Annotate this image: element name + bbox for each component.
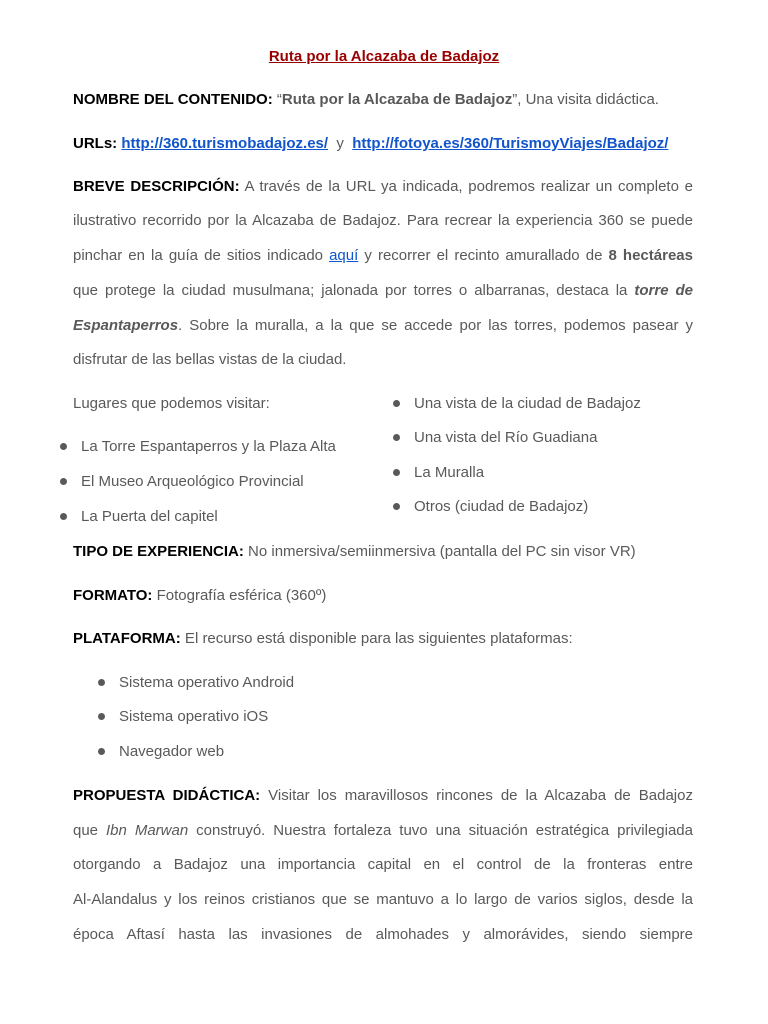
propuesta-line-5: época Aftasí hasta las invasiones de almohades y almorávides, siendo siempre bbox=[73, 926, 693, 943]
lugar-left-2-text: El Museo Arqueológico Provincial bbox=[81, 473, 304, 490]
descripcion-text-3b: y recorrer el recinto amurallado de bbox=[358, 247, 609, 264]
lugar-left-3-text: La Puerta del capitel bbox=[81, 508, 218, 525]
urls-label: URLs: bbox=[73, 135, 118, 152]
propuesta-text-2a: que bbox=[73, 822, 106, 839]
descripcion-label: BREVE DESCRIPCIÓN: bbox=[73, 178, 240, 195]
lugar-right-3 bbox=[393, 463, 484, 483]
tipo-text: No inmersiva/semiinmersiva (pantalla del PC sin visor VR) bbox=[243, 543, 636, 560]
urls-separator: y bbox=[336, 135, 344, 152]
propuesta-text-2b: construyó. Nuestra fortaleza tuvo una situación estratégica privilegiada bbox=[188, 822, 693, 839]
lugar-right-2 bbox=[393, 428, 597, 448]
plataforma-item-2 bbox=[98, 707, 268, 727]
plataforma-line bbox=[73, 629, 693, 649]
propuesta-line-1 bbox=[73, 786, 693, 806]
lugar-left-1-text: La Torre Espantaperros y la Plaza Alta bbox=[81, 438, 336, 455]
url-link-1[interactable]: http://360.turismobadajoz.es/ bbox=[121, 135, 329, 152]
bullet-icon bbox=[98, 748, 105, 755]
bullet-icon bbox=[393, 469, 400, 476]
plataforma-label: PLATAFORMA: bbox=[73, 630, 181, 647]
plataforma-item-1-text: Sistema operativo Android bbox=[119, 674, 295, 691]
descripcion-text-4a: que protege la ciudad musulmana; jalonada por torres o albarranas, destaca la bbox=[73, 282, 635, 299]
espantaperros-text: Espantaperros bbox=[73, 317, 179, 334]
urls-line bbox=[73, 134, 693, 154]
lugar-left-3 bbox=[60, 507, 218, 527]
descripcion-text-1: A través de la URL ya indicada, podremos realizar un completo e bbox=[239, 178, 693, 195]
lugar-right-4 bbox=[393, 497, 588, 517]
formato-line bbox=[73, 586, 693, 606]
aqui-link[interactable]: aquí bbox=[329, 247, 359, 264]
descripcion-line-1 bbox=[73, 177, 693, 197]
formato-label: FORMATO: bbox=[73, 587, 153, 604]
bullet-icon bbox=[393, 434, 400, 441]
descripcion-line-3 bbox=[73, 246, 693, 266]
descripcion-text-3a: pinchar en la guía de sitios indicado bbox=[73, 247, 330, 264]
bullet-icon bbox=[393, 503, 400, 510]
propuesta-line-4: Al-Alandalus y los reinos cristianos que se mantuvo a lo largo de varios siglos, desde la bbox=[73, 891, 693, 908]
lugar-right-4-text: Otros (ciudad de Badajoz) bbox=[414, 498, 589, 515]
plataforma-item-2-text: Sistema operativo iOS bbox=[119, 708, 269, 725]
bullet-icon bbox=[393, 400, 400, 407]
descripcion-text-5b: . Sobre la muralla, a la que se accede por las torres, podemos pasear y bbox=[178, 317, 693, 334]
descripcion-line-5 bbox=[73, 316, 693, 336]
lugar-right-3-text: La Muralla bbox=[414, 464, 485, 481]
torre-de-text: torre de bbox=[634, 282, 693, 299]
bullet-icon bbox=[98, 713, 105, 720]
nombre-line bbox=[73, 90, 693, 110]
lugar-left-1 bbox=[60, 437, 336, 457]
nombre-name: Ruta por la Alcazaba de Badajoz bbox=[281, 91, 513, 108]
descripcion-line-2: ilustrativo recorrido por la Alcazaba de Badajoz. Para recrear la experiencia 360 se puede bbox=[73, 212, 693, 229]
bullet-icon bbox=[98, 679, 105, 686]
tipo-line bbox=[73, 542, 693, 562]
bullet-icon bbox=[60, 478, 67, 485]
hectareas-text: 8 hectáreas bbox=[608, 247, 693, 264]
formato-text: Fotografía esférica (360º) bbox=[152, 587, 327, 604]
document-title: Ruta por la Alcazaba de Badajoz bbox=[268, 48, 500, 65]
bullet-icon bbox=[60, 443, 67, 450]
propuesta-label: PROPUESTA DIDÁCTICA: bbox=[73, 787, 261, 804]
lugar-right-1-text: Una vista de la ciudad de Badajoz bbox=[414, 395, 641, 412]
propuesta-text-1: Visitar los maravillosos rincones de la Alcazaba de Badajoz bbox=[260, 787, 693, 804]
propuesta-line-3: otorgando a Badajoz una importancia capital en el control de la fronteras entre bbox=[73, 856, 693, 873]
descripcion-line-4 bbox=[73, 281, 693, 301]
tipo-label: TIPO DE EXPERIENCIA: bbox=[73, 543, 244, 560]
bullet-icon bbox=[60, 513, 67, 520]
plataforma-item-1 bbox=[98, 673, 294, 693]
url-link-2[interactable]: http://fotoya.es/360/TurismoyViajes/Badajoz/ bbox=[352, 135, 669, 152]
lugar-right-2-text: Una vista del Río Guadiana bbox=[414, 429, 598, 446]
descripcion-line-6: disfrutar de las bellas vistas de la ciudad. bbox=[73, 351, 347, 368]
lugar-right-1 bbox=[393, 394, 641, 414]
plataforma-item-3-text: Navegador web bbox=[119, 743, 225, 760]
plataforma-text: El recurso está disponible para las siguientes plataformas: bbox=[180, 630, 573, 647]
propuesta-line-2 bbox=[73, 821, 693, 841]
ibn-marwan-text: Ibn Marwan bbox=[106, 822, 189, 839]
lugar-left-2 bbox=[60, 472, 304, 492]
lugares-intro: Lugares que podemos visitar: bbox=[73, 395, 270, 412]
plataforma-item-3 bbox=[98, 742, 224, 762]
nombre-rest: ”, Una visita didáctica. bbox=[512, 91, 659, 108]
nombre-label: NOMBRE DEL CONTENIDO: bbox=[73, 91, 273, 108]
nombre-open-quote: “ bbox=[272, 91, 282, 108]
